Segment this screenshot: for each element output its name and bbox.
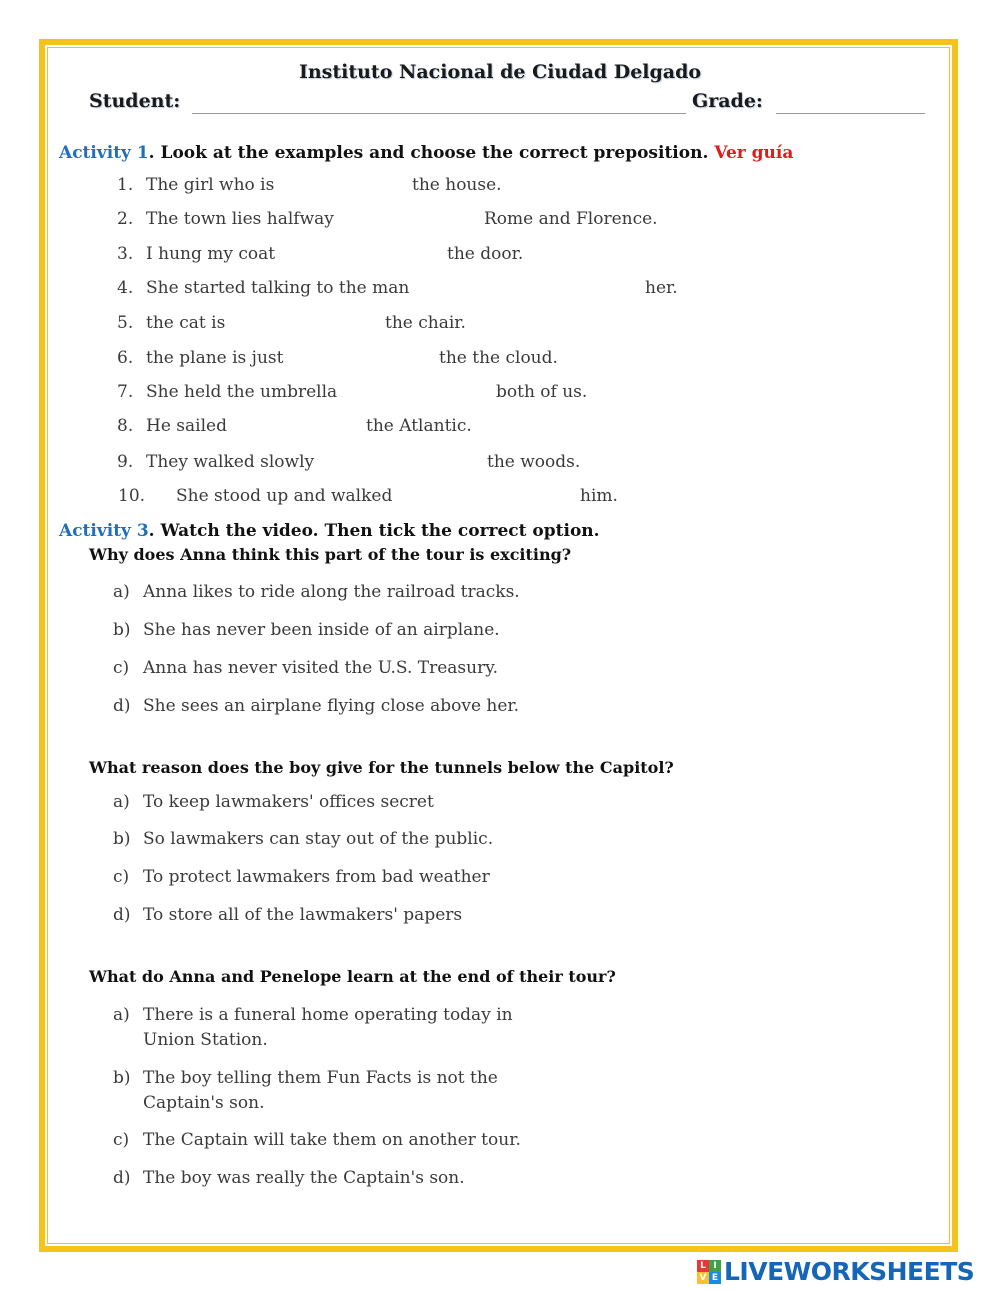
option-letter: b) xyxy=(113,1068,131,1088)
grade-field[interactable] xyxy=(776,113,925,114)
option-text: There is a funeral home operating today in xyxy=(143,1005,513,1025)
option-text: So lawmakers can stay out of the public. xyxy=(143,829,494,849)
option-text: She sees an airplane flying close above her. xyxy=(143,696,520,716)
item-number: 8. xyxy=(117,416,134,436)
item-text-after: the woods. xyxy=(487,452,581,472)
item-text-before: The town lies halfway xyxy=(146,209,334,229)
activity1-label: Activity 1 xyxy=(59,143,149,163)
logo-icon-letter: E xyxy=(709,1272,721,1284)
item-number: 9. xyxy=(117,452,134,472)
question-3: What do Anna and Penelope learn at the end of their tour? xyxy=(89,967,616,986)
question-1: Why does Anna think this part of the tour is exciting? xyxy=(89,545,572,564)
item-text-before: She held the umbrella xyxy=(146,382,338,402)
item-text-after: her. xyxy=(645,278,678,298)
item-number: 2. xyxy=(117,209,134,229)
item-text-before: She started talking to the man xyxy=(146,278,410,298)
item-text-before: The girl who is xyxy=(146,175,275,195)
option-letter: c) xyxy=(113,658,130,678)
item-text-after: both of us. xyxy=(496,382,588,402)
item-text-before: He sailed xyxy=(146,416,227,436)
activity1-instruction: . Look at the examples and choose the correct preposition. xyxy=(148,143,709,163)
logo-icon-letter: I xyxy=(709,1260,721,1272)
option-letter: b) xyxy=(113,829,131,849)
option-text: The boy was really the Captain's son. xyxy=(143,1168,465,1188)
option-letter: a) xyxy=(113,792,130,812)
item-text-after: the the cloud. xyxy=(439,348,558,368)
ver-guia-link[interactable]: Ver guía xyxy=(714,143,794,163)
option-text-continued: Union Station. xyxy=(143,1030,268,1050)
item-number: 3. xyxy=(117,244,134,264)
activity3-instruction: . Watch the video. Then tick the correct option. xyxy=(148,521,600,541)
option-letter: a) xyxy=(113,1005,130,1025)
school-title: Instituto Nacional de Ciudad Delgado xyxy=(298,61,702,83)
option-text: To protect lawmakers from bad weather xyxy=(143,867,490,887)
option-letter: a) xyxy=(113,582,130,602)
item-text-after: the door. xyxy=(447,244,524,264)
activity3-label: Activity 3 xyxy=(59,521,149,541)
item-text-before: the cat is xyxy=(146,313,226,333)
question-2: What reason does the boy give for the tunnels below the Capitol? xyxy=(89,758,674,777)
option-text: The boy telling them Fun Facts is not the xyxy=(143,1068,498,1088)
item-text-after: Rome and Florence. xyxy=(484,209,658,229)
item-text-after: the Atlantic. xyxy=(366,416,472,436)
liveworksheets-logo-icon xyxy=(697,1260,721,1284)
option-text: She has never been inside of an airplane. xyxy=(143,620,500,640)
option-text: Anna has never visited the U.S. Treasury. xyxy=(143,658,498,678)
item-text-before: They walked slowly xyxy=(146,452,315,472)
option-text: To keep lawmakers' offices secret xyxy=(143,792,434,812)
activity1-heading xyxy=(59,143,793,163)
item-text-after: the house. xyxy=(412,175,502,195)
student-label: Student: xyxy=(89,90,181,112)
item-number: 7. xyxy=(117,382,134,402)
option-text: Anna likes to ride along the railroad tracks. xyxy=(143,582,520,602)
item-number: 10. xyxy=(118,486,146,506)
item-number: 4. xyxy=(117,278,134,298)
item-number: 5. xyxy=(117,313,134,333)
logo-icon-letter: L xyxy=(697,1260,709,1272)
activity3-heading xyxy=(59,521,600,541)
option-letter: c) xyxy=(113,1130,130,1150)
student-name-field[interactable] xyxy=(192,113,686,114)
option-text: The Captain will take them on another tour. xyxy=(143,1130,521,1150)
option-text: To store all of the lawmakers' papers xyxy=(143,905,463,925)
option-letter: d) xyxy=(113,905,131,925)
item-text-before: the plane is just xyxy=(146,348,284,368)
option-letter: b) xyxy=(113,620,131,640)
logo-text: LIVEWORKSHEETS xyxy=(724,1257,975,1286)
item-text-before: She stood up and walked xyxy=(176,486,393,506)
item-text-after: him. xyxy=(580,486,618,506)
option-text-continued: Captain's son. xyxy=(143,1093,265,1113)
item-number: 6. xyxy=(117,348,134,368)
grade-label: Grade: xyxy=(692,90,763,112)
item-text-before: I hung my coat xyxy=(146,244,276,264)
option-letter: d) xyxy=(113,1168,131,1188)
item-number: 1. xyxy=(117,175,134,195)
item-text-after: the chair. xyxy=(385,313,466,333)
option-letter: c) xyxy=(113,867,130,887)
option-letter: d) xyxy=(113,696,131,716)
logo-icon-letter: V xyxy=(697,1272,709,1284)
